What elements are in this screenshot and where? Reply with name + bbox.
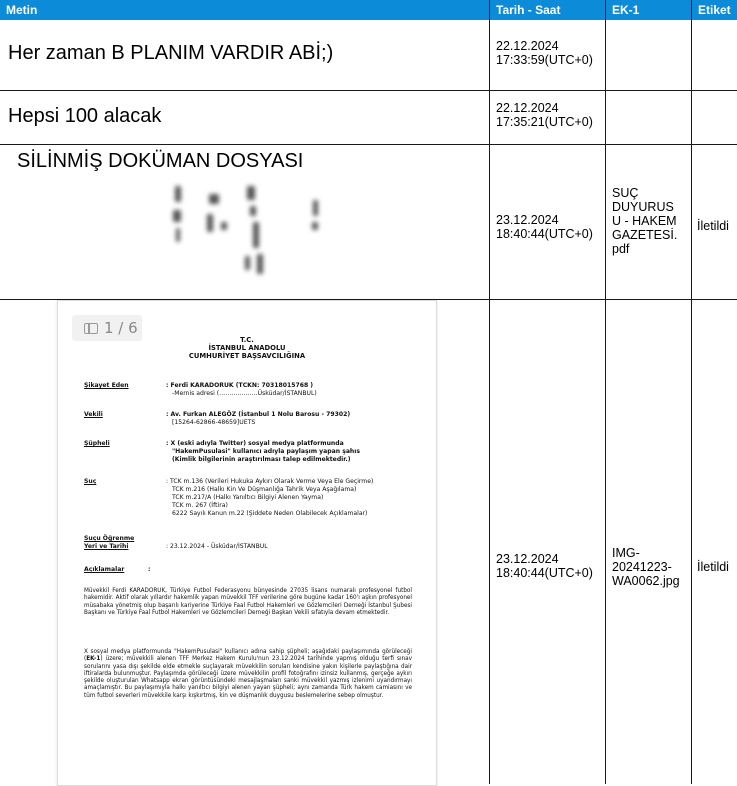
document-preview[interactable] — [57, 300, 437, 786]
status-label: İletildi — [697, 219, 729, 233]
message-time: 18:40:44(UTC+0) — [496, 227, 593, 241]
doc-field-value: : TCK m.136 (Verileri Hukuka Aykırı Olarak Verme Veya Ele Geçirme) — [166, 478, 374, 485]
attachment-filename-line: IMG- — [612, 546, 640, 560]
column-header-metin[interactable]: Metin — [0, 0, 489, 20]
doc-field-label: Yeri ve Tarihi — [84, 543, 129, 550]
doc-field-value: [15264-62866-48659]UETS — [172, 419, 256, 426]
doc-field-crime — [84, 478, 414, 518]
attachment-filename-line: GAZETESİ. — [612, 228, 678, 242]
doc-field-value: TCK m. 267 (İftira) — [172, 502, 228, 509]
doc-field-label: Suçu Öğrenme — [84, 535, 135, 542]
doc-header-line: CUMHURİYET BAŞSAVCILIĞINA — [188, 352, 306, 360]
doc-field-label: Açıklamalar — [84, 566, 125, 573]
doc-paragraph-text: X sosyal medya platformunda "HakemPusulasi" kullanıcı adına sahip şüpheli; aşağıdaki paylaşımında görüleceği ( — [84, 649, 412, 663]
attachment-filename-line: 20241223- — [612, 560, 672, 574]
message-text: Hepsi 100 alacak — [8, 105, 162, 127]
message-time: 17:33:59(UTC+0) — [496, 53, 593, 67]
doc-field-value: : X (eski adıyla Twitter) sosyal medya platformunda — [166, 440, 344, 447]
doc-field-value: TCK m.217/A (Halkı Yanıltıcı Bilgiyi Alenen Yayma) — [172, 494, 324, 501]
message-date: 22.12.2024 — [496, 39, 559, 53]
doc-field-explanations — [84, 566, 414, 574]
doc-field-value: (Kimlik bilgilerinin araştırılması talep edilmektedir.) — [172, 456, 351, 463]
doc-paragraph-text: ) üzere; müvekkili alenen TFF Merkez Hakem Kurulu'nun 23.12.2024 tarihinde yapmış olduğu terfi sınav sorularını yasa dışı şekilde elde etmekle suçlayarak müvekkilin soruları kendisine yakın kişilerle paylaştığına dair iftiralarda bulunmuştur. Paylaşımda görüleceği üzere müvekkilin profil fotoğrafını izinsiz kullanmış, gerçeğe aykırı şekilde oluşturulan Whatsapp ekran görüntüsündeki mesajlaşmaları sanki müvekkil yazmış izlenimi uyandırmayı amaçlamıştır. Bu paylaşımıyla halkı yanıltıcı bilgiyi alenen yayan şüpheli; aynı zamanda Türk hakem camiasını ve tüm futbol severleri müvekkile karşı kışkırtmış, kin ve düşmanlık duygusu beslemelerine sebep olmuştur. — [84, 656, 412, 699]
attachment-filename-line: pdf — [612, 242, 630, 256]
doc-paragraph-bold: EK-1 — [86, 656, 101, 663]
doc-field-label: Vekili — [84, 411, 103, 418]
column-header-tarih-saat[interactable]: Tarih - Saat — [490, 0, 605, 20]
doc-field-complainant — [84, 382, 414, 398]
column-header-etiket[interactable]: Etiket — [692, 0, 737, 20]
doc-field-value: : Av. Furkan ALEGÖZ (İstanbul 1 Nolu Barosu - 79302) — [166, 411, 351, 418]
status-label: İletildi — [697, 560, 729, 574]
doc-field-label: Şikayet Eden — [84, 382, 129, 389]
column-divider — [605, 0, 606, 784]
message-date: 22.12.2024 — [496, 101, 559, 115]
doc-field-value: : Ferdi KARADORUK (TCKN: 70318015768 ) — [166, 382, 314, 389]
message-text: Her zaman B PLANIM VARDIR ABİ;) — [8, 42, 334, 64]
doc-header-line: İSTANBUL ANADOLU — [208, 344, 286, 352]
message-text: SİLİNMİŞ DOKÜMAN DOSYASI — [17, 150, 304, 172]
doc-field-value: "HakemPusulasi" kullanıcı adıyla paylaşım yapan şahıs — [172, 448, 360, 455]
message-time: 17:35:21(UTC+0) — [496, 115, 593, 129]
attachment-filename-line: DUYURUS — [612, 200, 674, 214]
row-divider — [0, 90, 737, 91]
attachment-filename-line: SUÇ — [612, 186, 639, 200]
doc-paragraph — [84, 649, 412, 700]
blurred-document-image — [157, 180, 333, 294]
attachment-filename[interactable] — [612, 186, 677, 256]
doc-field-colon: : — [148, 566, 151, 573]
row-divider — [0, 144, 737, 145]
page-indicator-text: 1 / 6 — [104, 319, 138, 337]
doc-header-line: T.C. — [240, 336, 254, 344]
attachment-filename-line: U - HAKEM — [612, 214, 677, 228]
message-date: 23.12.2024 — [496, 213, 559, 227]
attachment-filename[interactable] — [612, 546, 680, 588]
doc-field-label: Şüpheli — [84, 440, 110, 447]
page-icon — [84, 323, 98, 334]
message-time: 18:40:44(UTC+0) — [496, 566, 593, 580]
column-divider — [691, 0, 692, 784]
column-header-ek1[interactable]: EK-1 — [606, 0, 691, 20]
doc-paragraph: Müvekkil Ferdi KARADORUK, Türkiye Futbol Federasyonu bünyesinde 27035 lisans numaralı profesyonel futbol hakemidir. Aktif olarak yıllardır hakemlik yapan müvekkil TFF verilerine göre bugüne kadar 160'ı aşkın profesyonel müsabaka yönetmiş olup başarılı kariyerine Türkiye Faal Futbol Hakemleri ve Gözlemcileri Derneği İstanbul Şubesi Başkanı ve Türkiye Faal Futbol Hakemleri ve Gözlemcileri Derneği Başkan Vekili sıfatıyla devam etmektedir. — [84, 588, 412, 616]
attachment-filename-line: WA0062.jpg — [612, 574, 680, 588]
doc-field-value: 6222 Sayılı Kanun m.22 (Şiddete Neden Olabilecek Açıklamalar) — [172, 510, 368, 517]
message-date: 23.12.2024 — [496, 552, 559, 566]
doc-field-value: TCK m.216 (Halkı Kin Ve Düşmanlığa Tahrik Veya Aşağılama) — [172, 486, 357, 493]
doc-field-suspect — [84, 440, 414, 464]
doc-field-value: -Mernis adresi (……………….Üsküdar/İSTANBUL) — [172, 390, 317, 397]
doc-field-discovery — [84, 535, 414, 551]
column-divider — [489, 0, 490, 784]
doc-field-attorney — [84, 411, 414, 427]
doc-field-value: : 23.12.2024 - Üsküdar/İSTANBUL — [166, 543, 268, 550]
doc-field-label: Suç — [84, 478, 97, 485]
